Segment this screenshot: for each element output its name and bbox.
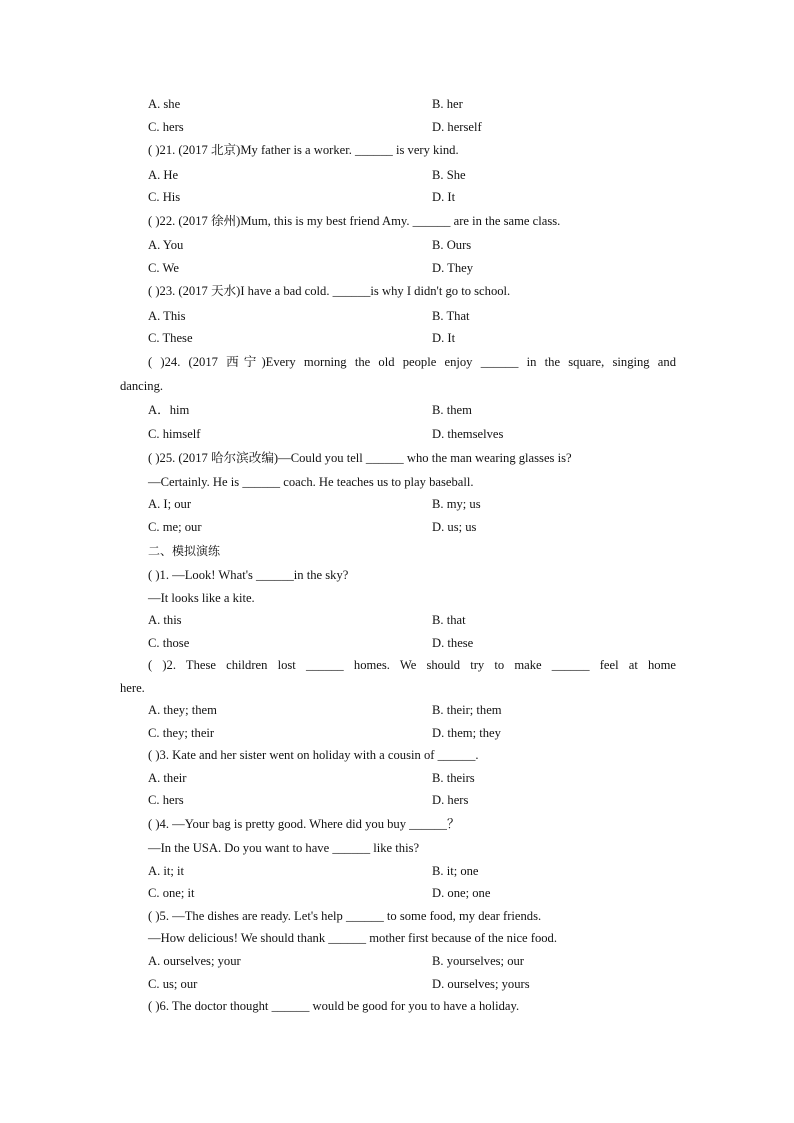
question-5-reply: —How delicious! We should thank ______ mother first because of the nice food.: [148, 931, 558, 945]
question-3: ( )3. Kate and her sister went on holiday with a cousin of ______.: [148, 748, 479, 762]
question-1: ( )1. —Look! What's ______in the sky?: [148, 568, 349, 582]
option-a: A. they; them: [148, 703, 217, 717]
option-a: A. ourselves; your: [148, 954, 241, 968]
option-d: D. herself: [432, 120, 482, 134]
option-d: D. It: [432, 331, 456, 345]
question-24-continued: dancing.: [120, 379, 164, 393]
option-b: B. yourselves; our: [432, 954, 524, 968]
option-c: C. they; their: [148, 726, 215, 740]
option-a: A. this: [148, 613, 182, 627]
option-d: D. ourselves; yours: [432, 977, 530, 991]
option-a: A. This: [148, 309, 186, 323]
option-c: C. These: [148, 331, 193, 345]
option-c: C. We: [148, 261, 179, 275]
option-c: C. hers: [148, 120, 184, 134]
option-a: A．him: [148, 403, 190, 417]
option-b: B. theirs: [432, 771, 475, 785]
option-a: A. He: [148, 168, 179, 182]
option-d: D. them; they: [432, 726, 501, 740]
option-d: D. these: [432, 636, 474, 650]
option-b: B. that: [432, 613, 466, 627]
question-22: ( )22. (2017 徐州)Mum, this is my best friend Amy. ______ are in the same class.: [148, 214, 561, 228]
option-d: D. hers: [432, 793, 469, 807]
option-c: C. us; our: [148, 977, 198, 991]
option-c: C. me; our: [148, 520, 202, 534]
question-23: ( )23. (2017 天水)I have a bad cold. ______is why I didn't go to school.: [148, 284, 511, 298]
question-25: ( )25. (2017 哈尔滨改编)—Could you tell ______ who the man wearing glasses is?: [148, 451, 572, 465]
option-a: A. she: [148, 97, 181, 111]
question-1-reply: —It looks like a kite.: [148, 591, 255, 605]
option-c: C. those: [148, 636, 190, 650]
question-6: ( )6. The doctor thought ______ would be good for you to have a holiday.: [148, 999, 520, 1013]
option-b: B. them: [432, 403, 472, 417]
option-d: D. us; us: [432, 520, 477, 534]
question-2-continued: here.: [120, 681, 145, 695]
section-heading: 二、模拟演练: [148, 544, 221, 558]
option-d: D. one; one: [432, 886, 491, 900]
question-4: ( )4. —Your bag is pretty good. Where did you buy ______？: [148, 817, 460, 831]
question-2: ( )2. These children lost ______ homes. We should try to make ______ feel at home: [148, 658, 676, 672]
question-25-reply: —Certainly. He is ______ coach. He teaches us to play baseball.: [148, 475, 474, 489]
option-b: B. That: [432, 309, 470, 323]
option-b: B. Ours: [432, 238, 472, 252]
option-b: B. her: [432, 97, 463, 111]
option-a: A. their: [148, 771, 187, 785]
question-21: ( )21. (2017 北京)My father is a worker. ______ is very kind.: [148, 143, 459, 157]
option-b: B. She: [432, 168, 466, 182]
option-c: C. himself: [148, 427, 201, 441]
question-5: ( )5. —The dishes are ready. Let's help ______ to some food, my dear friends.: [148, 909, 542, 923]
question-24: ( )24. (2017 西宁)Every morning the old people enjoy ______ in the square, singing and: [148, 355, 676, 369]
option-c: C. His: [148, 190, 181, 204]
option-a: A. I; our: [148, 497, 192, 511]
option-b: B. their; them: [432, 703, 502, 717]
option-b: B. my; us: [432, 497, 481, 511]
option-b: B. it; one: [432, 864, 479, 878]
option-a: A. You: [148, 238, 184, 252]
option-a: A. it; it: [148, 864, 185, 878]
question-4-reply: —In the USA. Do you want to have ______ like this?: [148, 841, 420, 855]
option-c: C. one; it: [148, 886, 195, 900]
option-d: D. It: [432, 190, 456, 204]
option-c: C. hers: [148, 793, 184, 807]
option-d: D. They: [432, 261, 474, 275]
option-d: D. themselves: [432, 427, 504, 441]
